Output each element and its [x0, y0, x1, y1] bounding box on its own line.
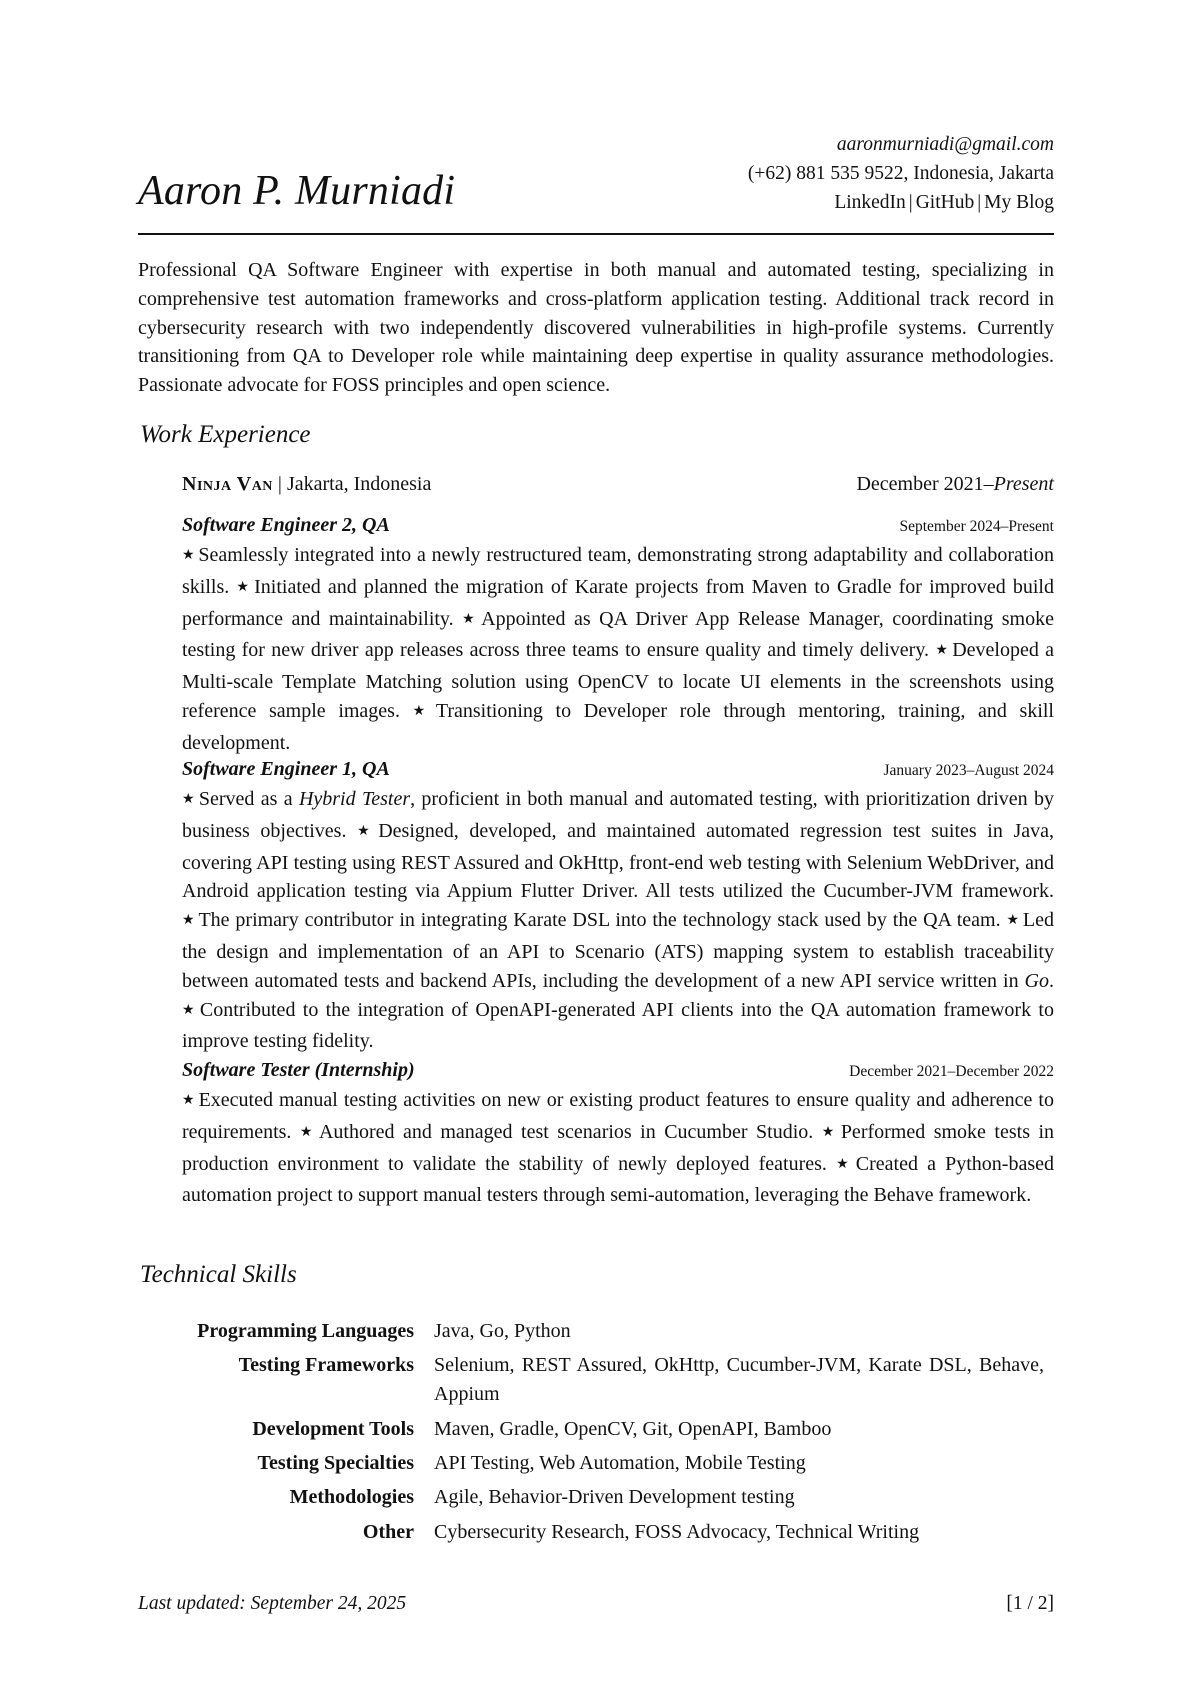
role-bullets	[182, 785, 1054, 1056]
skill-label: Testing Specialties	[257, 1451, 414, 1474]
star-bullet-icon: ★	[182, 913, 196, 929]
bullet-text: Created a Python-based automation project to support manual testers through semi-automation, leveraging the Behave framework.	[182, 1152, 1054, 1207]
company-dates	[856, 470, 1054, 498]
star-bullet-icon: ★	[182, 792, 196, 807]
company-date-end: Present	[993, 473, 1054, 495]
company-separator: |	[277, 473, 282, 495]
role-dates: January 2023–August 2024	[883, 762, 1054, 779]
profile-links	[748, 188, 1054, 217]
link-separator: |	[908, 192, 913, 213]
bullet-text: Designed, developed, and maintained automated regression test suites in Java, covering API testing using REST Assured and OkHttp, front-end web testing with Selenium WebDriver, and Android application testing via Appium Flutter Driver. All tests utilized the Cucumber-JVM framework.	[182, 819, 1054, 903]
company-header	[182, 470, 1054, 498]
role-title: Software Engineer 1, QA	[182, 758, 390, 780]
bullet-text: Contributed to the integration of OpenAPI-generated API clients into the QA automation framework to improve testing fidelity.	[182, 998, 1054, 1053]
section-title-work-experience: Work Experience	[140, 421, 311, 448]
bullet-text: Seamlessly integrated into a newly restructured team, demonstrating strong adaptability and collaboration skills.	[182, 544, 1054, 598]
bullet-text: Performed smoke tests in production environment to validate the stability of newly deployed features.	[182, 1120, 1055, 1175]
skill-row	[182, 1483, 1054, 1512]
skill-label: Testing Frameworks	[238, 1354, 414, 1377]
role-entry	[182, 511, 1054, 758]
header-divider	[138, 233, 1054, 235]
skill-value: Maven, Gradle, OpenCV, Git, OpenAPI, Bamboo	[434, 1417, 832, 1440]
bullet-item	[182, 999, 1054, 1053]
bullet-emphasis: Hybrid Tester	[298, 788, 411, 810]
candidate-name: Aaron P. Murniadi	[138, 168, 456, 214]
bullet-text: Developed a Multi-scale Template Matching solution using OpenCV to locate UI elements in the screenshots using reference sample images.	[182, 639, 1054, 722]
skill-label: Programming Languages	[197, 1320, 414, 1342]
role-dates: September 2024–Present	[899, 518, 1054, 535]
blog-link[interactable]: My Blog	[984, 192, 1054, 213]
company-date-start: December 2021	[856, 473, 984, 495]
role-entry	[182, 755, 1054, 1056]
github-link[interactable]: GitHub	[915, 192, 975, 213]
skill-row	[182, 1351, 1054, 1409]
star-bullet-icon: ★	[935, 643, 950, 659]
bullet-text: Appointed as QA Driver App Release Manager, coordinating smoke testing for new driver app releases across three teams to ensure quality and timely delivery.	[182, 607, 1054, 662]
role-entry	[182, 1056, 1054, 1210]
star-bullet-icon: ★	[182, 548, 196, 563]
star-bullet-icon: ★	[182, 1002, 197, 1018]
skills-table	[182, 1317, 1054, 1552]
bullet-text: The primary contributor in integrating Karate DSL into the technology stack used by the QA team.	[198, 909, 1001, 932]
linkedin-link[interactable]: LinkedIn	[834, 192, 906, 213]
bullet-text: , proficient in both manual and automated testing, with prioritization driven by business objectives.	[182, 788, 1055, 842]
star-bullet-icon: ★	[182, 1093, 196, 1108]
role-title: Software Engineer 2, QA	[182, 514, 390, 536]
skill-label: Methodologies	[289, 1486, 414, 1509]
email-link[interactable]: aaronmurniadi@gmail.com	[836, 134, 1054, 155]
skill-value: Cybersecurity Research, FOSS Advocacy, Technical Writing	[434, 1520, 920, 1543]
company-info	[182, 470, 431, 498]
skill-value: Agile, Behavior-Driven Development testing	[434, 1486, 795, 1509]
bullet-text: Led the design and implementation of an API to Scenario (ATS) mapping system to establish traceability between automated tests and backend APIs, including the development of a new API service written in	[182, 909, 1054, 992]
role-bullets	[182, 1086, 1054, 1210]
role-bullets	[182, 541, 1054, 758]
company-name: Ninja Van	[182, 473, 273, 495]
bullet-item	[182, 909, 1001, 931]
skill-row	[182, 1415, 1054, 1444]
skill-label: Other	[362, 1520, 414, 1543]
section-title-technical-skills: Technical Skills	[140, 1261, 297, 1288]
skill-value: Java, Go, Python	[434, 1320, 571, 1342]
star-bullet-icon: ★	[821, 1124, 838, 1140]
star-bullet-icon: ★	[412, 703, 433, 719]
contact-block	[748, 130, 1054, 217]
page-indicator: [1 / 2]	[1006, 1593, 1054, 1614]
bullet-item	[300, 1121, 813, 1143]
skill-row	[182, 1317, 1054, 1346]
skill-value: Selenium, REST Assured, OkHttp, Cucumber-JVM, Karate DSL, Behave, Appium	[434, 1354, 1044, 1406]
bullet-text: Initiated and planned the migration of Karate projects from Maven to Gradle for improved build performance and maintainability.	[182, 575, 1054, 630]
bullet-text: Executed manual testing activities on new or existing product features to ensure quality and adherence to requirements.	[182, 1089, 1054, 1143]
last-updated: Last updated: September 24, 2025	[138, 1593, 407, 1614]
star-bullet-icon: ★	[236, 579, 252, 595]
skill-label: Development Tools	[252, 1417, 414, 1440]
skill-value: API Testing, Web Automation, Mobile Testing	[434, 1451, 806, 1474]
star-bullet-icon: ★	[836, 1156, 853, 1172]
link-separator: |	[977, 192, 982, 213]
skill-row	[182, 1518, 1054, 1547]
bullet-emphasis: Go	[1024, 969, 1049, 992]
role-title: Software Tester (Internship)	[182, 1059, 415, 1081]
skill-row	[182, 1449, 1054, 1478]
bullet-text: Authored and managed test scenarios in Cucumber Studio.	[318, 1120, 814, 1143]
bullet-text: .	[1049, 969, 1054, 992]
star-bullet-icon: ★	[299, 1124, 316, 1140]
company-location: Jakarta, Indonesia	[286, 473, 432, 495]
role-dates: December 2021–December 2022	[849, 1063, 1054, 1080]
bullet-text: Transitioning to Developer role through mentoring, training, and skill development.	[182, 699, 1054, 754]
page-footer	[138, 1590, 1054, 1618]
star-bullet-icon: ★	[1006, 913, 1020, 929]
star-bullet-icon: ★	[462, 611, 479, 627]
professional-summary: Professional QA Software Engineer with expertise in both manual and automated testing, specializing in comprehensive test automation frameworks and cross-platform application testing. Additional track record in cybersecurity research with two independently discovered vulnerabilities in high-profile systems. Currently transitioning from QA to Developer role while maintaining deep expertise in quality assurance methodologies. Passionate advocate for FOSS principles and open science.	[138, 259, 1054, 397]
star-bullet-icon: ★	[357, 823, 376, 839]
phone-location: (+62) 881 535 9522, Indonesia, Jakarta	[747, 163, 1054, 184]
bullet-text: Served as a	[198, 788, 299, 810]
date-dash: –	[983, 473, 994, 495]
